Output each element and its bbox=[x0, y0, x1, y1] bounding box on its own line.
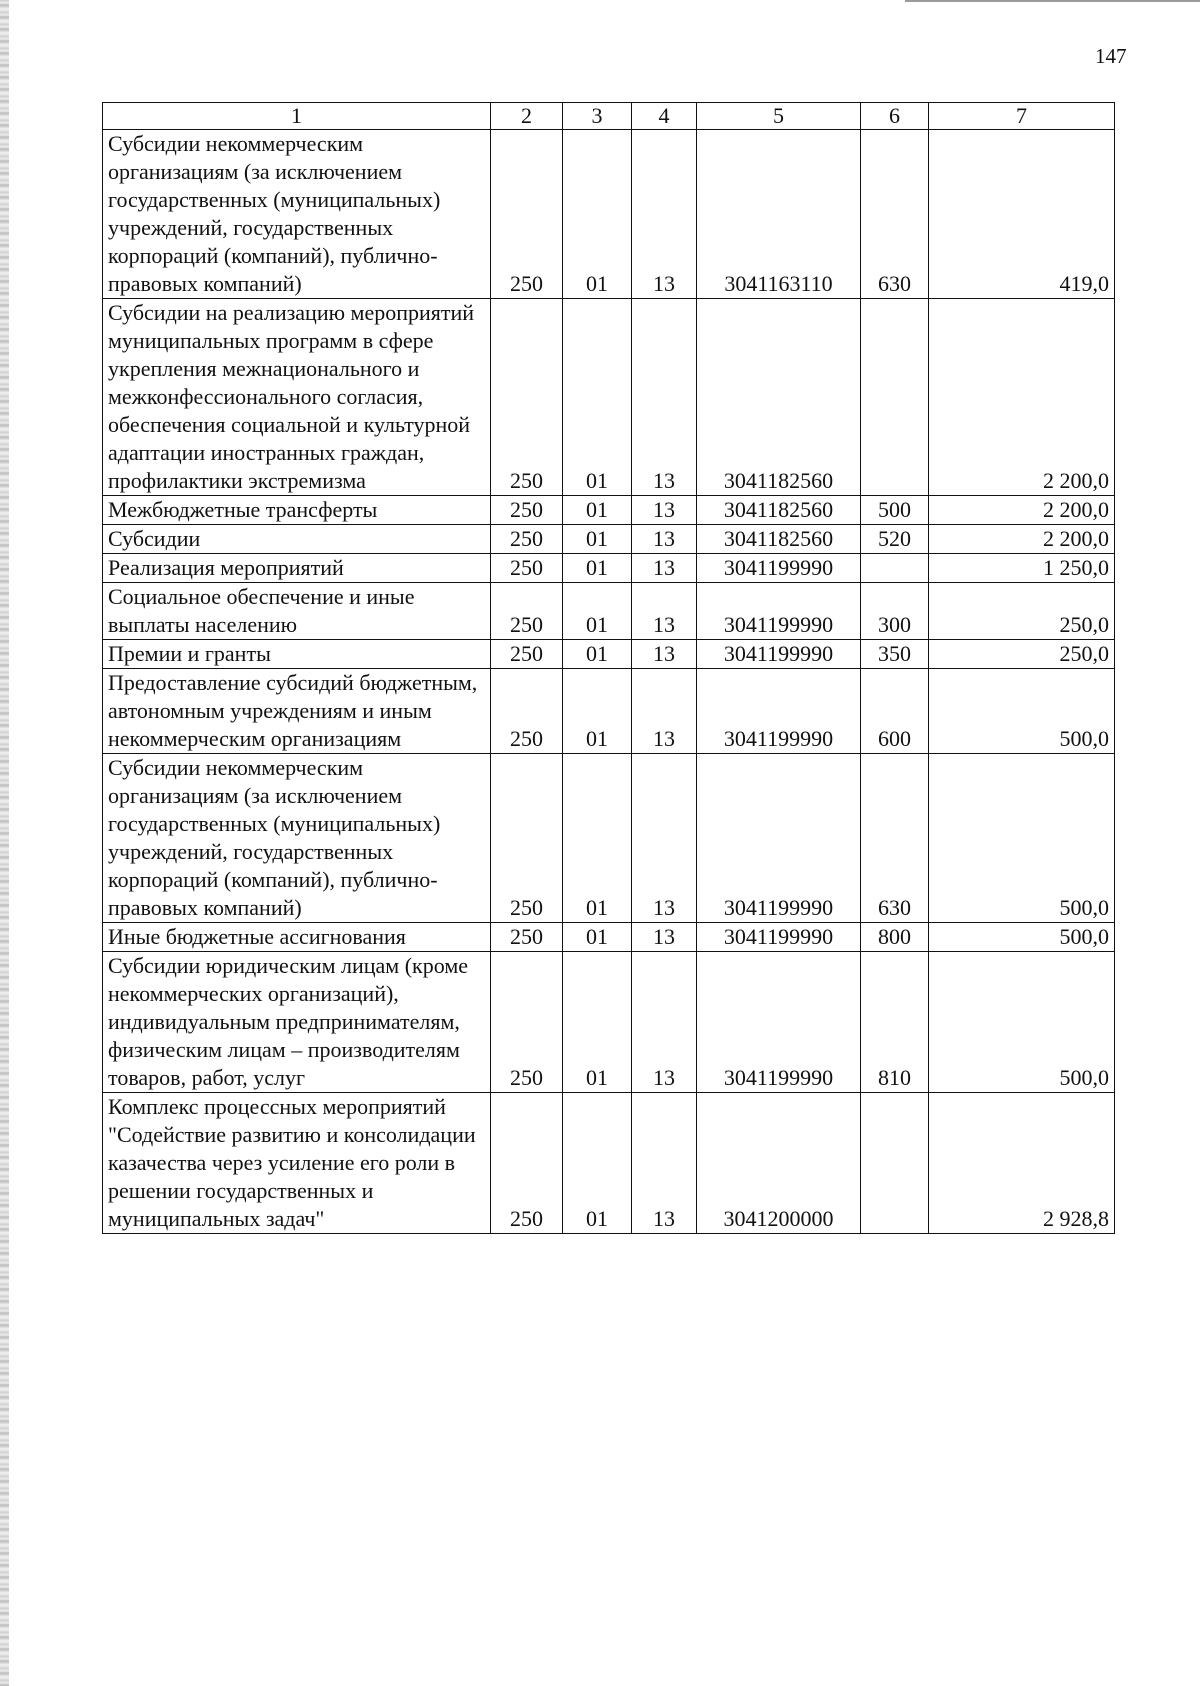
row-name: Субсидии юридическим лицам (кроме некоммерческих организаций), индивидуальным предпринимателям, физическим лицам – производителям товаров, работ, услуг bbox=[103, 952, 491, 1093]
row-name: Иные бюджетные ассигнования bbox=[103, 923, 491, 952]
cell-col5: 3041199990 bbox=[697, 754, 861, 923]
cell-col2: 250 bbox=[491, 583, 563, 640]
cell-col6: 300 bbox=[861, 583, 929, 640]
table-row bbox=[103, 669, 1115, 754]
cell-col5: 3041199990 bbox=[697, 554, 861, 583]
cell-col3: 01 bbox=[563, 1093, 632, 1234]
cell-col2: 250 bbox=[491, 923, 563, 952]
row-name: Социальное обеспечение и иные выплаты населению bbox=[103, 583, 491, 640]
cell-col7: 250,0 bbox=[929, 640, 1115, 669]
cell-col6: 630 bbox=[861, 130, 929, 299]
cell-col5: 3041182560 bbox=[697, 299, 861, 496]
scan-top-line bbox=[905, 0, 1200, 2]
header-cell: 4 bbox=[632, 103, 697, 130]
cell-col2: 250 bbox=[491, 299, 563, 496]
budget-table bbox=[102, 102, 1115, 1234]
cell-col4: 13 bbox=[632, 952, 697, 1093]
header-cell: 2 bbox=[491, 103, 563, 130]
cell-col5: 3041182560 bbox=[697, 525, 861, 554]
cell-col3: 01 bbox=[563, 583, 632, 640]
table-row bbox=[103, 754, 1115, 923]
cell-col4: 13 bbox=[632, 669, 697, 754]
table-row bbox=[103, 130, 1115, 299]
cell-col3: 01 bbox=[563, 554, 632, 583]
cell-col6 bbox=[861, 554, 929, 583]
cell-col3: 01 bbox=[563, 754, 632, 923]
cell-col7: 250,0 bbox=[929, 583, 1115, 640]
cell-col5: 3041182560 bbox=[697, 496, 861, 525]
cell-col4: 13 bbox=[632, 554, 697, 583]
cell-col5: 3041199990 bbox=[697, 583, 861, 640]
cell-col7: 2 928,8 bbox=[929, 1093, 1115, 1234]
cell-col5: 3041199990 bbox=[697, 640, 861, 669]
cell-col7: 500,0 bbox=[929, 952, 1115, 1093]
cell-col4: 13 bbox=[632, 525, 697, 554]
header-cell: 7 bbox=[929, 103, 1115, 130]
cell-col4: 13 bbox=[632, 640, 697, 669]
cell-col7: 419,0 bbox=[929, 130, 1115, 299]
table-row bbox=[103, 640, 1115, 669]
header-cell: 5 bbox=[697, 103, 861, 130]
cell-col4: 13 bbox=[632, 583, 697, 640]
cell-col3: 01 bbox=[563, 299, 632, 496]
cell-col2: 250 bbox=[491, 952, 563, 1093]
cell-col4: 13 bbox=[632, 299, 697, 496]
cell-col4: 13 bbox=[632, 1093, 697, 1234]
cell-col6: 600 bbox=[861, 669, 929, 754]
cell-col5: 3041199990 bbox=[697, 669, 861, 754]
cell-col6: 350 bbox=[861, 640, 929, 669]
row-name: Премии и гранты bbox=[103, 640, 491, 669]
cell-col7: 2 200,0 bbox=[929, 299, 1115, 496]
table-row bbox=[103, 1093, 1115, 1234]
table-row bbox=[103, 583, 1115, 640]
header-cell: 6 bbox=[861, 103, 929, 130]
cell-col2: 250 bbox=[491, 525, 563, 554]
table-row bbox=[103, 299, 1115, 496]
cell-col3: 01 bbox=[563, 923, 632, 952]
row-name: Субсидии bbox=[103, 525, 491, 554]
cell-col5: 3041163110 bbox=[697, 130, 861, 299]
cell-col4: 13 bbox=[632, 130, 697, 299]
table-row bbox=[103, 952, 1115, 1093]
cell-col3: 01 bbox=[563, 130, 632, 299]
row-name: Субсидии на реализацию мероприятий муниципальных программ в сфере укрепления межнационального и межконфессионального согласия, обеспечения социальной и культурной адаптации иностранных граждан, профилактики экстремизма bbox=[103, 299, 491, 496]
scan-edge-artifact bbox=[0, 0, 9, 1686]
cell-col6 bbox=[861, 1093, 929, 1234]
cell-col2: 250 bbox=[491, 554, 563, 583]
table-row bbox=[103, 554, 1115, 583]
header-cell: 1 bbox=[103, 103, 491, 130]
cell-col2: 250 bbox=[491, 1093, 563, 1234]
row-name: Комплекс процессных мероприятий "Содействие развитию и консолидации казачества через усиление его роли в решении государственных и муниципальных задач" bbox=[103, 1093, 491, 1234]
cell-col4: 13 bbox=[632, 754, 697, 923]
cell-col7: 500,0 bbox=[929, 754, 1115, 923]
table-row bbox=[103, 525, 1115, 554]
row-name: Субсидии некоммерческим организациям (за исключением государственных (муниципальных) учреждений, государственных корпораций (компаний), публично-правовых компаний) bbox=[103, 754, 491, 923]
cell-col7: 2 200,0 bbox=[929, 496, 1115, 525]
row-name: Межбюджетные трансферты bbox=[103, 496, 491, 525]
table-header-row bbox=[103, 103, 1115, 130]
cell-col7: 500,0 bbox=[929, 923, 1115, 952]
cell-col2: 250 bbox=[491, 640, 563, 669]
cell-col3: 01 bbox=[563, 640, 632, 669]
cell-col6: 500 bbox=[861, 496, 929, 525]
cell-col6: 800 bbox=[861, 923, 929, 952]
cell-col2: 250 bbox=[491, 754, 563, 923]
cell-col6: 810 bbox=[861, 952, 929, 1093]
row-name: Предоставление субсидий бюджетным, автономным учреждениям и иным некоммерческим организациям bbox=[103, 669, 491, 754]
cell-col2: 250 bbox=[491, 130, 563, 299]
cell-col6: 520 bbox=[861, 525, 929, 554]
cell-col5: 3041199990 bbox=[697, 923, 861, 952]
header-cell: 3 bbox=[563, 103, 632, 130]
row-name: Субсидии некоммерческим организациям (за исключением государственных (муниципальных) учреждений, государственных корпораций (компаний), публично-правовых компаний) bbox=[103, 130, 491, 299]
cell-col3: 01 bbox=[563, 952, 632, 1093]
table-row bbox=[103, 496, 1115, 525]
page-number: 147 bbox=[1095, 44, 1127, 68]
cell-col2: 250 bbox=[491, 669, 563, 754]
table-row bbox=[103, 923, 1115, 952]
cell-col7: 2 200,0 bbox=[929, 525, 1115, 554]
cell-col3: 01 bbox=[563, 496, 632, 525]
cell-col4: 13 bbox=[632, 923, 697, 952]
cell-col7: 500,0 bbox=[929, 669, 1115, 754]
cell-col4: 13 bbox=[632, 496, 697, 525]
cell-col3: 01 bbox=[563, 525, 632, 554]
cell-col2: 250 bbox=[491, 496, 563, 525]
cell-col6 bbox=[861, 299, 929, 496]
cell-col5: 3041200000 bbox=[697, 1093, 861, 1234]
row-name: Реализация мероприятий bbox=[103, 554, 491, 583]
cell-col6: 630 bbox=[861, 754, 929, 923]
cell-col7: 1 250,0 bbox=[929, 554, 1115, 583]
cell-col5: 3041199990 bbox=[697, 952, 861, 1093]
cell-col3: 01 bbox=[563, 669, 632, 754]
